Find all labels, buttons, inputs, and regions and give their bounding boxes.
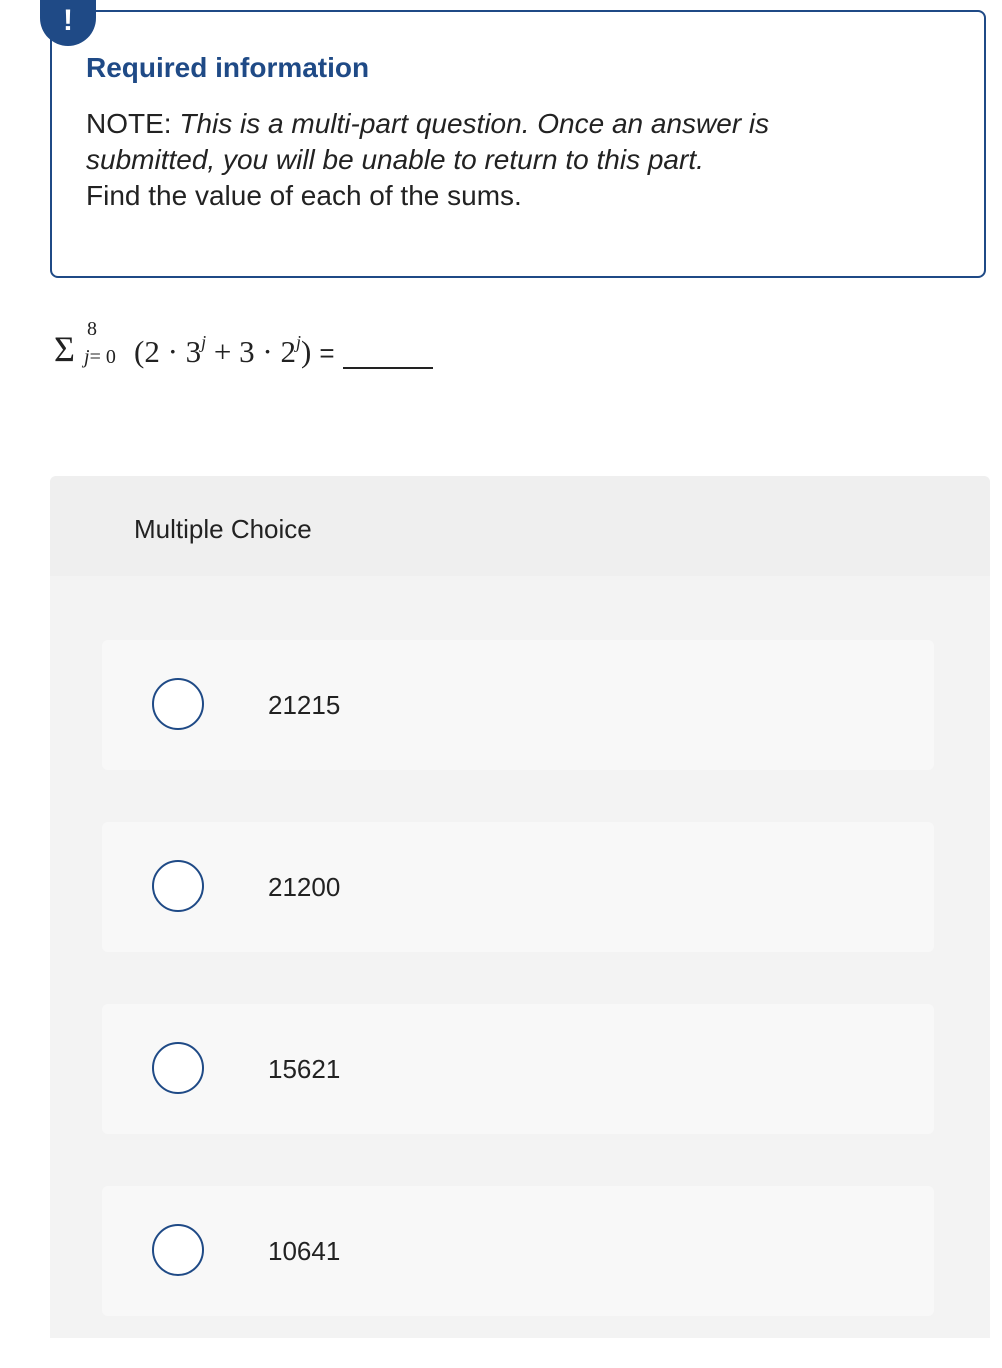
- info-title: Required information: [86, 52, 370, 83]
- option-2[interactable]: [102, 822, 934, 952]
- option-label: 21215: [268, 690, 341, 720]
- option-4[interactable]: [102, 1186, 934, 1316]
- info-note: [86, 106, 886, 214]
- exponent-2: j: [295, 332, 301, 352]
- sum-equation: [54, 318, 433, 378]
- multiple-choice-title: Multiple Choice: [134, 514, 312, 544]
- lower-limit: [84, 346, 116, 369]
- expr-part-3: ): [301, 334, 312, 369]
- exclamation-icon: !: [40, 0, 96, 46]
- option-label: 21200: [268, 872, 341, 902]
- exponent-1: j: [201, 332, 207, 352]
- sum-expression: [134, 332, 311, 370]
- equals-sign: =: [319, 338, 335, 368]
- option-3[interactable]: [102, 1004, 934, 1134]
- answer-blank: [319, 338, 432, 369]
- options-list: [102, 640, 934, 1368]
- lower-limit-value: = 0: [89, 346, 116, 368]
- note-text: This is a multi-part question. Once an answer is submitted, you will be unable to return to this part.: [86, 108, 770, 175]
- expr-part-2: + 3 · 2: [206, 334, 296, 369]
- instruction-text: Find the value of each of the sums.: [86, 180, 522, 211]
- sigma-glyph: Σ: [54, 329, 75, 369]
- upper-limit: 8: [87, 318, 97, 340]
- option-label: 10641: [268, 1236, 341, 1266]
- radio-button-icon[interactable]: [152, 860, 204, 912]
- radio-button-icon[interactable]: [152, 1042, 204, 1094]
- option-1[interactable]: [102, 640, 934, 770]
- summation-symbol: [54, 318, 134, 378]
- radio-button-icon[interactable]: [152, 1224, 204, 1276]
- blank-line: [343, 345, 433, 369]
- index-variable: j: [84, 346, 90, 368]
- expr-part-1: (2 · 3: [134, 334, 202, 369]
- option-label: 15621: [268, 1054, 341, 1084]
- radio-button-icon[interactable]: [152, 678, 204, 730]
- note-prefix: NOTE:: [86, 108, 180, 139]
- multiple-choice-panel: [50, 476, 990, 1338]
